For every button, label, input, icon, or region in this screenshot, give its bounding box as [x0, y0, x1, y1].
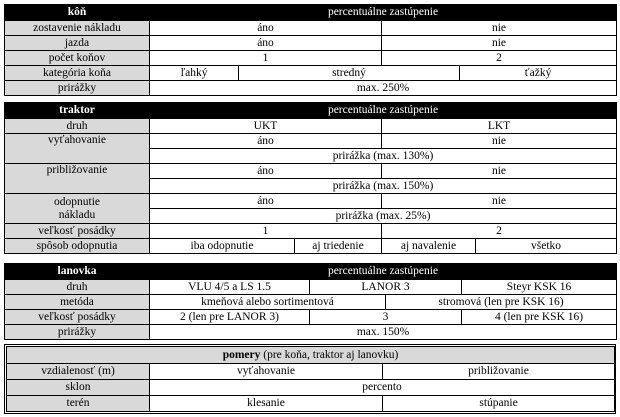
row-label: veľkosť posádky — [5, 224, 150, 239]
row-label: sklon — [7, 380, 150, 396]
lkt-cell: LKT — [382, 119, 617, 134]
horse-row-count — [5, 51, 617, 66]
horse-row-ride — [5, 36, 617, 51]
category-medium-cell: stredný — [239, 66, 460, 81]
surcharge-note: prirážka (max. 25%) — [150, 209, 617, 224]
horse-header-row — [5, 5, 617, 21]
horse-table — [4, 4, 617, 96]
unhook-only-cell: iba odopnutie — [150, 239, 295, 254]
crew-two-cell: 2 (len pre LANOR 3) — [150, 310, 310, 325]
lanor-cell: LANOR 3 — [310, 280, 462, 295]
row-label: terén — [7, 396, 150, 412]
steyr-cell: Steyr KSK 16 — [462, 280, 617, 295]
ukt-cell: UKT — [150, 119, 382, 134]
row-label: počet koňov — [5, 51, 150, 66]
cableway-row-method — [5, 295, 617, 310]
row-label: vzdialenosť (m) — [7, 364, 150, 380]
row-label: druh — [5, 280, 150, 295]
conditions-title — [7, 347, 615, 364]
tractor-row-type — [5, 119, 617, 134]
surcharge-value: max. 150% — [150, 325, 617, 340]
descent-cell: klesanie — [150, 396, 383, 412]
conditions-row-terrain — [7, 396, 615, 412]
tree-method-cell: stromová (len pre KSK 16) — [386, 295, 617, 310]
row-label: kategória koňa — [5, 66, 150, 81]
crew-two-cell: 2 — [382, 224, 617, 239]
everything-cell: všetko — [476, 239, 617, 254]
tractor-row-unhook — [5, 194, 617, 209]
approach-cell: približovanie — [383, 364, 615, 380]
tractor-table — [4, 102, 617, 254]
row-label: zostavenie nákladu — [5, 21, 150, 36]
crew-three-cell: 3 — [310, 310, 462, 325]
conditions-box — [4, 344, 616, 414]
no-cell: nie — [382, 164, 617, 179]
row-label: vyťahovanie — [5, 134, 150, 164]
row-label: spôsob odopnutia — [5, 239, 150, 254]
no-cell: nie — [382, 134, 617, 149]
conditions-title-bold: pomery — [222, 348, 261, 361]
cableway-table — [4, 263, 617, 340]
ascent-cell: stúpanie — [383, 396, 615, 412]
row-label: prirážky — [5, 81, 150, 96]
yes-cell: áno — [150, 134, 382, 149]
conditions-row-distance — [7, 364, 615, 380]
stem-method-cell: kmeňová alebo sortimentová — [150, 295, 386, 310]
row-label: metóda — [5, 295, 150, 310]
horse-row-load — [5, 21, 617, 36]
horse-percent-header: percentuálne zastúpenie — [150, 5, 617, 21]
tractor-title: traktor — [5, 103, 150, 119]
tractor-row-pulling — [5, 134, 617, 149]
percent-cell: percento — [150, 380, 615, 396]
pulling-cell: vyťahovanie — [150, 364, 383, 380]
cableway-percent-header: percentuálne zastúpenie — [150, 264, 617, 280]
yes-cell: áno — [150, 36, 382, 51]
horse-row-surcharge — [5, 81, 617, 96]
cableway-row-crew — [5, 310, 617, 325]
surcharge-note: prirážka (max. 150%) — [150, 179, 617, 194]
yes-cell: áno — [150, 164, 382, 179]
conditions-title-rest: (pre koňa, traktor aj lanovku) — [260, 348, 399, 361]
piling-cell: aj navalenie — [382, 239, 476, 254]
row-label — [5, 194, 150, 224]
sorting-cell: aj triedenie — [295, 239, 382, 254]
count-two-cell: 2 — [382, 51, 617, 66]
tractor-percent-header: percentuálne zastúpenie — [150, 103, 617, 119]
no-cell: nie — [382, 194, 617, 209]
category-light-cell: ľahký — [150, 66, 239, 81]
cableway-row-type — [5, 280, 617, 295]
horse-title: kôň — [5, 5, 150, 21]
yes-cell: áno — [150, 21, 382, 36]
category-heavy-cell: ťažký — [460, 66, 617, 81]
horse-row-category — [5, 66, 617, 81]
cableway-row-surcharge — [5, 325, 617, 340]
crew-four-cell: 4 (len pre KSK 16) — [462, 310, 617, 325]
conditions-table — [6, 346, 615, 412]
row-label: veľkosť posádky — [5, 310, 150, 325]
row-label-line2: nákladu — [58, 208, 96, 221]
row-label: jazda — [5, 36, 150, 51]
no-cell: nie — [382, 36, 617, 51]
vlu-cell: VLU 4/5 a LS 1.5 — [150, 280, 310, 295]
cableway-header-row — [5, 264, 617, 280]
yes-cell: áno — [150, 194, 382, 209]
tractor-header-row — [5, 103, 617, 119]
no-cell: nie — [382, 21, 617, 36]
cableway-title: lanovka — [5, 264, 150, 280]
row-label: približovanie — [5, 164, 150, 194]
surcharge-note: prirážka (max. 130%) — [150, 149, 617, 164]
row-label: prirážky — [5, 325, 150, 340]
conditions-header-row — [7, 347, 615, 364]
conditions-row-slope — [7, 380, 615, 396]
tractor-row-method — [5, 239, 617, 254]
crew-one-cell: 1 — [150, 224, 382, 239]
surcharge-value: max. 250% — [150, 81, 617, 96]
tractor-row-crew — [5, 224, 617, 239]
row-label-line1: odopnutie — [54, 195, 100, 208]
row-label: druh — [5, 119, 150, 134]
count-one-cell: 1 — [150, 51, 382, 66]
tractor-row-approach — [5, 164, 617, 179]
